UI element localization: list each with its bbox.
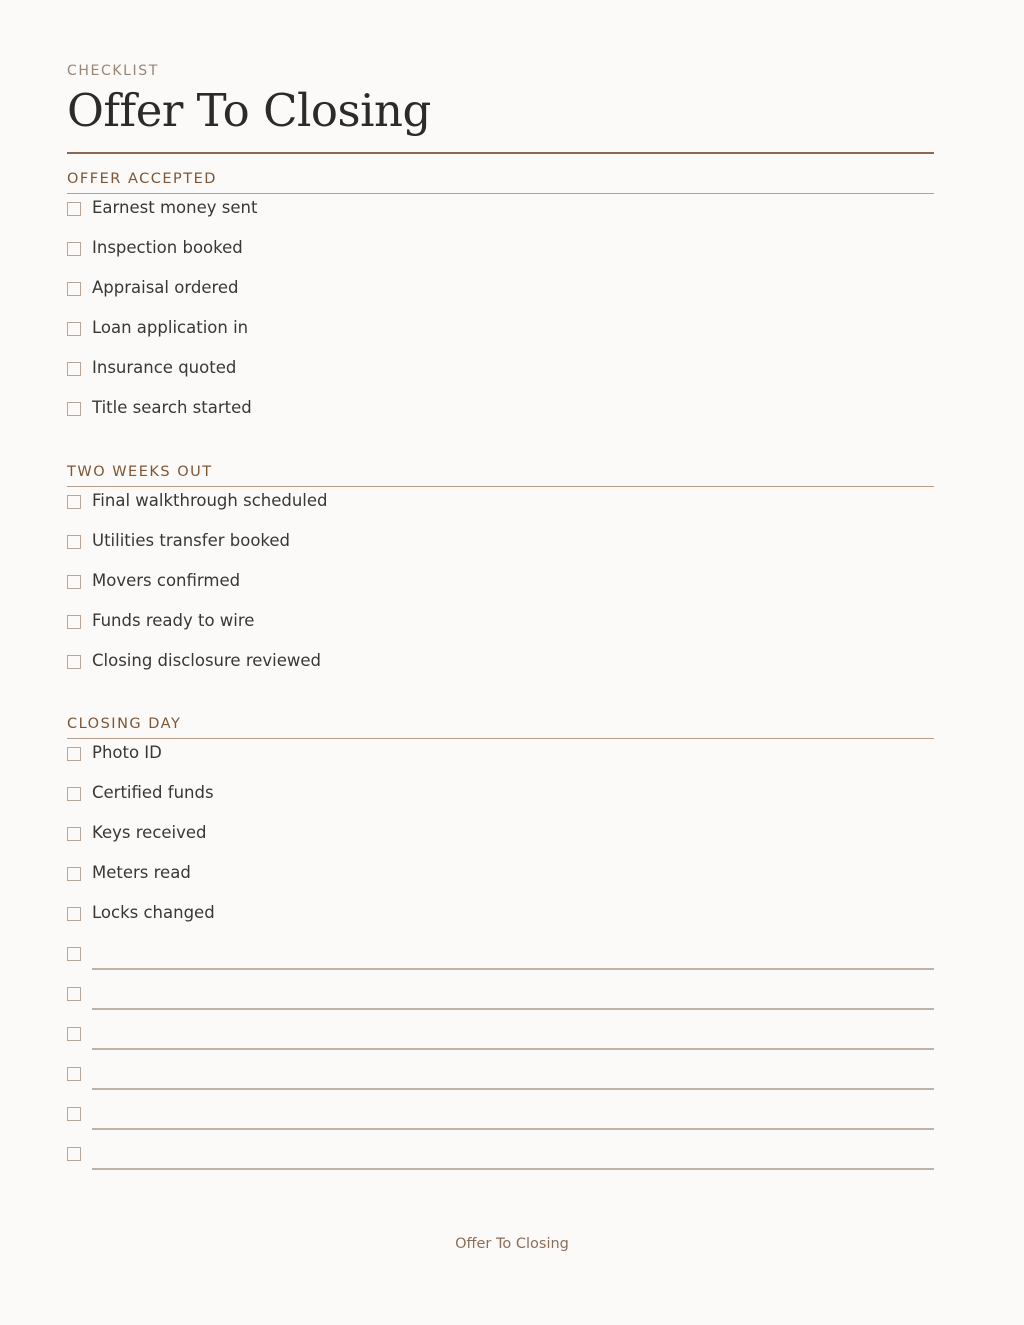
checkbox[interactable] — [67, 615, 81, 629]
write-in-line[interactable] — [92, 1128, 934, 1130]
item-label: Utilities transfer booked — [92, 531, 291, 550]
checkbox[interactable] — [67, 787, 81, 801]
checkbox[interactable] — [67, 282, 81, 296]
checkbox[interactable] — [67, 655, 81, 669]
checkbox[interactable] — [67, 322, 81, 336]
section-two-weeks-out — [67, 461, 934, 687]
checkbox[interactable] — [67, 1107, 81, 1121]
checkbox[interactable] — [67, 1147, 81, 1161]
checkbox[interactable] — [67, 1067, 81, 1081]
section-heading: OFFER ACCEPTED — [67, 168, 934, 194]
section-offer-accepted — [67, 168, 934, 434]
blank-checklist-item — [67, 979, 934, 1019]
item-label: Funds ready to wire — [92, 611, 255, 630]
checklist-item — [67, 859, 934, 899]
checklist-item — [67, 194, 934, 234]
item-label: Title search started — [92, 398, 252, 417]
checklist-item — [67, 487, 934, 527]
item-label: Photo ID — [92, 743, 162, 762]
checklist-item — [67, 607, 934, 647]
write-in-line[interactable] — [92, 1048, 934, 1050]
blank-checklist-item — [67, 1019, 934, 1059]
item-label: Keys received — [92, 823, 207, 842]
checklist-item — [67, 899, 934, 939]
checkbox[interactable] — [67, 242, 81, 256]
checklist-item — [67, 567, 934, 607]
checkbox[interactable] — [67, 535, 81, 549]
checklist-item — [67, 274, 934, 314]
blank-checklist-item — [67, 1139, 934, 1179]
item-label: Earnest money sent — [92, 198, 258, 217]
checklist-item — [67, 779, 934, 819]
checkbox[interactable] — [67, 402, 81, 416]
section-heading: TWO WEEKS OUT — [67, 461, 934, 487]
item-label: Inspection booked — [92, 238, 243, 257]
write-in-line[interactable] — [92, 1088, 934, 1090]
blank-checklist-item — [67, 1099, 934, 1139]
checklist-item — [67, 314, 934, 354]
item-label: Loan application in — [92, 318, 249, 337]
checkbox[interactable] — [67, 495, 81, 509]
item-label: Movers confirmed — [92, 571, 241, 590]
section-heading: CLOSING DAY — [67, 713, 934, 739]
checklist-item — [67, 354, 934, 394]
section-closing-day — [67, 713, 934, 1179]
write-in-line[interactable] — [92, 968, 934, 970]
checkbox[interactable] — [67, 907, 81, 921]
blank-checklist-item — [67, 939, 934, 979]
item-label: Insurance quoted — [92, 358, 237, 377]
checkbox[interactable] — [67, 827, 81, 841]
item-label: Certified funds — [92, 783, 214, 802]
checkbox[interactable] — [67, 362, 81, 376]
checkbox[interactable] — [67, 575, 81, 589]
checklist-item — [67, 647, 934, 687]
checkbox[interactable] — [67, 867, 81, 881]
checklist-item — [67, 739, 934, 779]
write-in-line[interactable] — [92, 1168, 934, 1170]
checkbox[interactable] — [67, 747, 81, 761]
item-label: Closing disclosure reviewed — [92, 651, 322, 670]
page-title: Offer To Closing — [67, 84, 431, 137]
checklist-item — [67, 394, 934, 434]
eyebrow-label: CHECKLIST — [67, 63, 159, 79]
checklist-item — [67, 527, 934, 567]
item-label: Meters read — [92, 863, 191, 882]
title-divider — [67, 152, 934, 154]
page-footer: Offer To Closing — [455, 1236, 569, 1252]
checkbox[interactable] — [67, 987, 81, 1001]
checklist-item — [67, 819, 934, 859]
checkbox[interactable] — [67, 947, 81, 961]
write-in-line[interactable] — [92, 1008, 934, 1010]
checklist-item — [67, 234, 934, 274]
item-label: Locks changed — [92, 903, 215, 922]
item-label: Appraisal ordered — [92, 278, 239, 297]
checkbox[interactable] — [67, 202, 81, 216]
item-label: Final walkthrough scheduled — [92, 491, 328, 510]
checkbox[interactable] — [67, 1027, 81, 1041]
blank-checklist-item — [67, 1059, 934, 1099]
